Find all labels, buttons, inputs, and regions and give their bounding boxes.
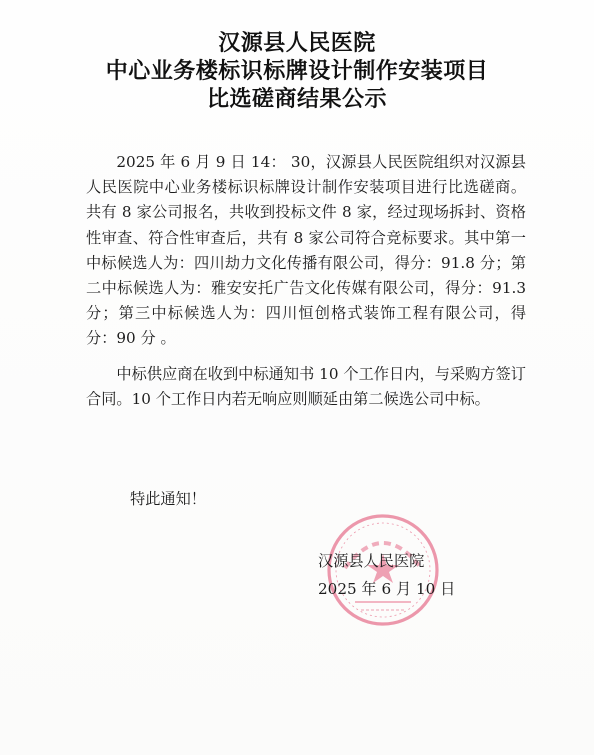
signature-organization: 汉源县人民医院 (318, 552, 425, 570)
notice-closing: 特此通知！ (130, 490, 206, 508)
paragraph-contract: 中标供应商在收到中标通知书 10 个工作日内，与采购方签订合同。10 个工作日内若无响应则顺延由第二候选公司中标。 (86, 364, 526, 408)
title-line-project: 中心业务楼标识标牌设计制作安装项目 (105, 59, 489, 84)
paragraph-result: 2025 年 6 月 9 日 14： 30，汉源县人民医院组织对汉源县人民医院中心业务楼标识标牌设计制作安装项目进行比选磋商。共有 8 家公司报名，共收到投标文件 8 家，经过现场拆封、资格性审查、符合性审查后，共有 8 家公司符合竞标要求。其中第一中标候选人为：四川劫力文化传播有限公司，得分：91.8 分；第二中标候选人为：雅安安托广告文化传媒有限公司，得分：91.3 分；第三中标候选人为：四川恒创格式装饰工程有限公司，得分：90 分 。 (86, 153, 526, 348)
document-title (0, 30, 594, 114)
document-body (86, 150, 526, 412)
signature-date: 2025 年 6 月 10 日 (318, 580, 456, 598)
signature-block (318, 547, 455, 603)
title-line-organization: 汉源县人民医院 (218, 31, 376, 56)
title-line-result: 比选磋商结果公示 (206, 87, 387, 112)
